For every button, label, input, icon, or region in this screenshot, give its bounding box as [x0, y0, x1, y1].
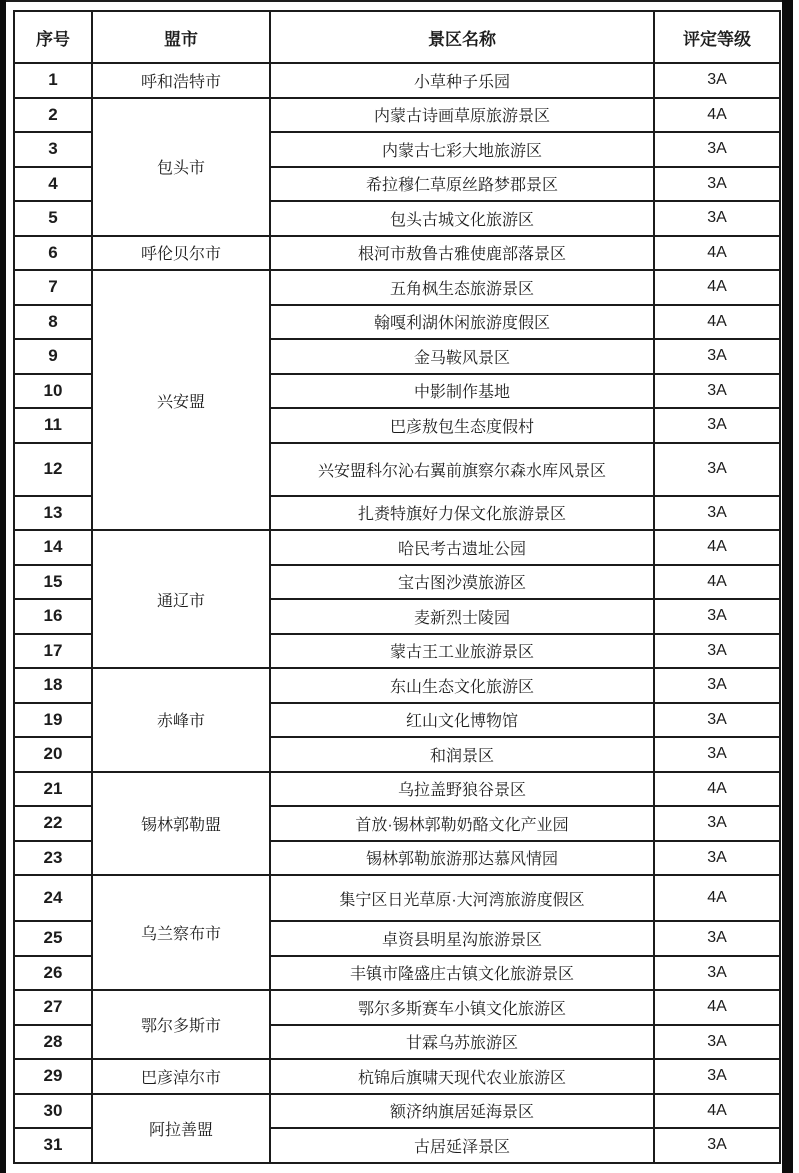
rating-grade-cell: 3A	[654, 167, 780, 202]
serial-number-cell: 16	[14, 599, 92, 634]
scenic-area-name-cell: 小草种子乐园	[270, 63, 654, 98]
serial-number-cell: 14	[14, 530, 92, 565]
serial-number-cell: 15	[14, 565, 92, 600]
rating-grade-cell: 4A	[654, 1094, 780, 1129]
scenic-area-name-cell: 卓资县明星沟旅游景区	[270, 921, 654, 956]
scan-edge-right	[782, 0, 793, 1173]
rating-grade-cell: 3A	[654, 956, 780, 991]
serial-number-cell: 2	[14, 98, 92, 133]
scenic-area-name-cell: 杭锦后旗啸天现代农业旅游区	[270, 1059, 654, 1094]
scenic-area-name-cell: 中影制作基地	[270, 374, 654, 409]
rating-grade-cell: 3A	[654, 132, 780, 167]
scenic-area-name-cell: 甘霖乌苏旅游区	[270, 1025, 654, 1060]
serial-number-cell: 6	[14, 236, 92, 271]
scenic-area-name-cell: 包头古城文化旅游区	[270, 201, 654, 236]
rating-grade-cell: 3A	[654, 339, 780, 374]
rating-grade-cell: 3A	[654, 841, 780, 876]
serial-number-cell: 7	[14, 270, 92, 305]
scenic-area-name-cell: 根河市敖鲁古雅使鹿部落景区	[270, 236, 654, 271]
table-row	[14, 990, 780, 1025]
rating-grade-cell: 4A	[654, 772, 780, 807]
scenic-area-name-cell: 乌拉盖野狼谷景区	[270, 772, 654, 807]
scan-edge-left	[0, 0, 6, 1173]
table-row	[14, 236, 780, 271]
league-city-cell: 乌兰察布市	[92, 875, 270, 990]
serial-number-cell: 29	[14, 1059, 92, 1094]
serial-number-cell: 24	[14, 875, 92, 921]
scenic-area-name-cell: 内蒙古七彩大地旅游区	[270, 132, 654, 167]
serial-number-cell: 5	[14, 201, 92, 236]
scenic-area-name-cell: 丰镇市隆盛庄古镇文化旅游景区	[270, 956, 654, 991]
serial-number-cell: 9	[14, 339, 92, 374]
scenic-area-name-cell: 五角枫生态旅游景区	[270, 270, 654, 305]
rating-grade-cell: 4A	[654, 270, 780, 305]
header-league-city: 盟市	[92, 11, 270, 63]
scenic-area-name-cell: 额济纳旗居延海景区	[270, 1094, 654, 1129]
scenic-area-name-cell: 鄂尔多斯赛车小镇文化旅游区	[270, 990, 654, 1025]
serial-number-cell: 30	[14, 1094, 92, 1129]
serial-number-cell: 18	[14, 668, 92, 703]
table-row	[14, 270, 780, 305]
rating-grade-cell: 3A	[654, 737, 780, 772]
league-city-cell: 巴彦淖尔市	[92, 1059, 270, 1094]
league-city-cell: 通辽市	[92, 530, 270, 668]
serial-number-cell: 26	[14, 956, 92, 991]
rating-grade-cell: 3A	[654, 1128, 780, 1163]
rating-grade-cell: 3A	[654, 668, 780, 703]
scenic-area-name-cell: 东山生态文化旅游区	[270, 668, 654, 703]
scenic-area-name-cell: 翰嘎利湖休闲旅游度假区	[270, 305, 654, 340]
scenic-area-name-cell: 集宁区日光草原·大河湾旅游度假区	[270, 875, 654, 921]
rating-grade-cell: 3A	[654, 63, 780, 98]
league-city-cell: 兴安盟	[92, 270, 270, 530]
league-city-cell: 鄂尔多斯市	[92, 990, 270, 1059]
rating-grade-cell: 4A	[654, 305, 780, 340]
scenic-area-name-cell: 宝古图沙漠旅游区	[270, 565, 654, 600]
league-city-cell: 锡林郭勒盟	[92, 772, 270, 876]
scenic-area-name-cell: 扎赉特旗好力保文化旅游景区	[270, 496, 654, 531]
table-row	[14, 63, 780, 98]
rating-grade-cell: 3A	[654, 599, 780, 634]
scenic-area-name-cell: 希拉穆仁草原丝路梦郡景区	[270, 167, 654, 202]
serial-number-cell: 20	[14, 737, 92, 772]
serial-number-cell: 10	[14, 374, 92, 409]
scenic-area-name-cell: 哈民考古遗址公园	[270, 530, 654, 565]
league-city-cell: 呼伦贝尔市	[92, 236, 270, 271]
table-row	[14, 1059, 780, 1094]
header-scenic-area-name: 景区名称	[270, 11, 654, 63]
table-body	[14, 63, 780, 1163]
league-city-cell: 赤峰市	[92, 668, 270, 772]
scenic-area-name-cell: 兴安盟科尔沁右翼前旗察尔森水库风景区	[270, 443, 654, 496]
table-row	[14, 1094, 780, 1129]
scenic-area-name-cell: 蒙古王工业旅游景区	[270, 634, 654, 669]
table-row	[14, 772, 780, 807]
header-rating-grade: 评定等级	[654, 11, 780, 63]
header-row	[14, 11, 780, 63]
serial-number-cell: 17	[14, 634, 92, 669]
header-serial-number: 序号	[14, 11, 92, 63]
scenic-area-name-cell: 锡林郭勒旅游那达慕风情园	[270, 841, 654, 876]
scenic-area-name-cell: 红山文化博物馆	[270, 703, 654, 738]
serial-number-cell: 12	[14, 443, 92, 496]
rating-grade-cell: 4A	[654, 875, 780, 921]
scenic-area-name-cell: 内蒙古诗画草原旅游景区	[270, 98, 654, 133]
league-city-cell: 阿拉善盟	[92, 1094, 270, 1163]
rating-grade-cell: 3A	[654, 374, 780, 409]
rating-grade-cell: 4A	[654, 236, 780, 271]
rating-grade-cell: 3A	[654, 408, 780, 443]
scenic-area-name-cell: 和润景区	[270, 737, 654, 772]
rating-grade-cell: 3A	[654, 443, 780, 496]
scenic-area-name-cell: 巴彦敖包生态度假村	[270, 408, 654, 443]
scenic-area-name-cell: 首放·锡林郭勒奶酪文化产业园	[270, 806, 654, 841]
rating-grade-cell: 4A	[654, 565, 780, 600]
rating-grade-cell: 4A	[654, 98, 780, 133]
serial-number-cell: 1	[14, 63, 92, 98]
rating-grade-cell: 4A	[654, 530, 780, 565]
table-header	[14, 11, 780, 63]
league-city-cell: 包头市	[92, 98, 270, 236]
serial-number-cell: 25	[14, 921, 92, 956]
scenic-area-name-cell: 麦新烈士陵园	[270, 599, 654, 634]
serial-number-cell: 19	[14, 703, 92, 738]
table-row	[14, 875, 780, 921]
serial-number-cell: 3	[14, 132, 92, 167]
serial-number-cell: 13	[14, 496, 92, 531]
rating-grade-cell: 3A	[654, 201, 780, 236]
serial-number-cell: 22	[14, 806, 92, 841]
rating-grade-cell: 3A	[654, 1059, 780, 1094]
scenic-area-name-cell: 金马鞍风景区	[270, 339, 654, 374]
table-row	[14, 668, 780, 703]
serial-number-cell: 8	[14, 305, 92, 340]
serial-number-cell: 11	[14, 408, 92, 443]
scenic-area-rating-table	[13, 10, 781, 1164]
table-row	[14, 530, 780, 565]
rating-grade-cell: 3A	[654, 634, 780, 669]
rating-grade-cell: 3A	[654, 496, 780, 531]
scan-edge-top	[0, 0, 793, 2]
serial-number-cell: 23	[14, 841, 92, 876]
table-row	[14, 98, 780, 133]
league-city-cell: 呼和浩特市	[92, 63, 270, 98]
serial-number-cell: 31	[14, 1128, 92, 1163]
serial-number-cell: 21	[14, 772, 92, 807]
rating-grade-cell: 4A	[654, 990, 780, 1025]
serial-number-cell: 28	[14, 1025, 92, 1060]
rating-grade-cell: 3A	[654, 703, 780, 738]
rating-grade-cell: 3A	[654, 921, 780, 956]
rating-grade-cell: 3A	[654, 806, 780, 841]
serial-number-cell: 4	[14, 167, 92, 202]
serial-number-cell: 27	[14, 990, 92, 1025]
rating-grade-cell: 3A	[654, 1025, 780, 1060]
scenic-area-name-cell: 古居延泽景区	[270, 1128, 654, 1163]
